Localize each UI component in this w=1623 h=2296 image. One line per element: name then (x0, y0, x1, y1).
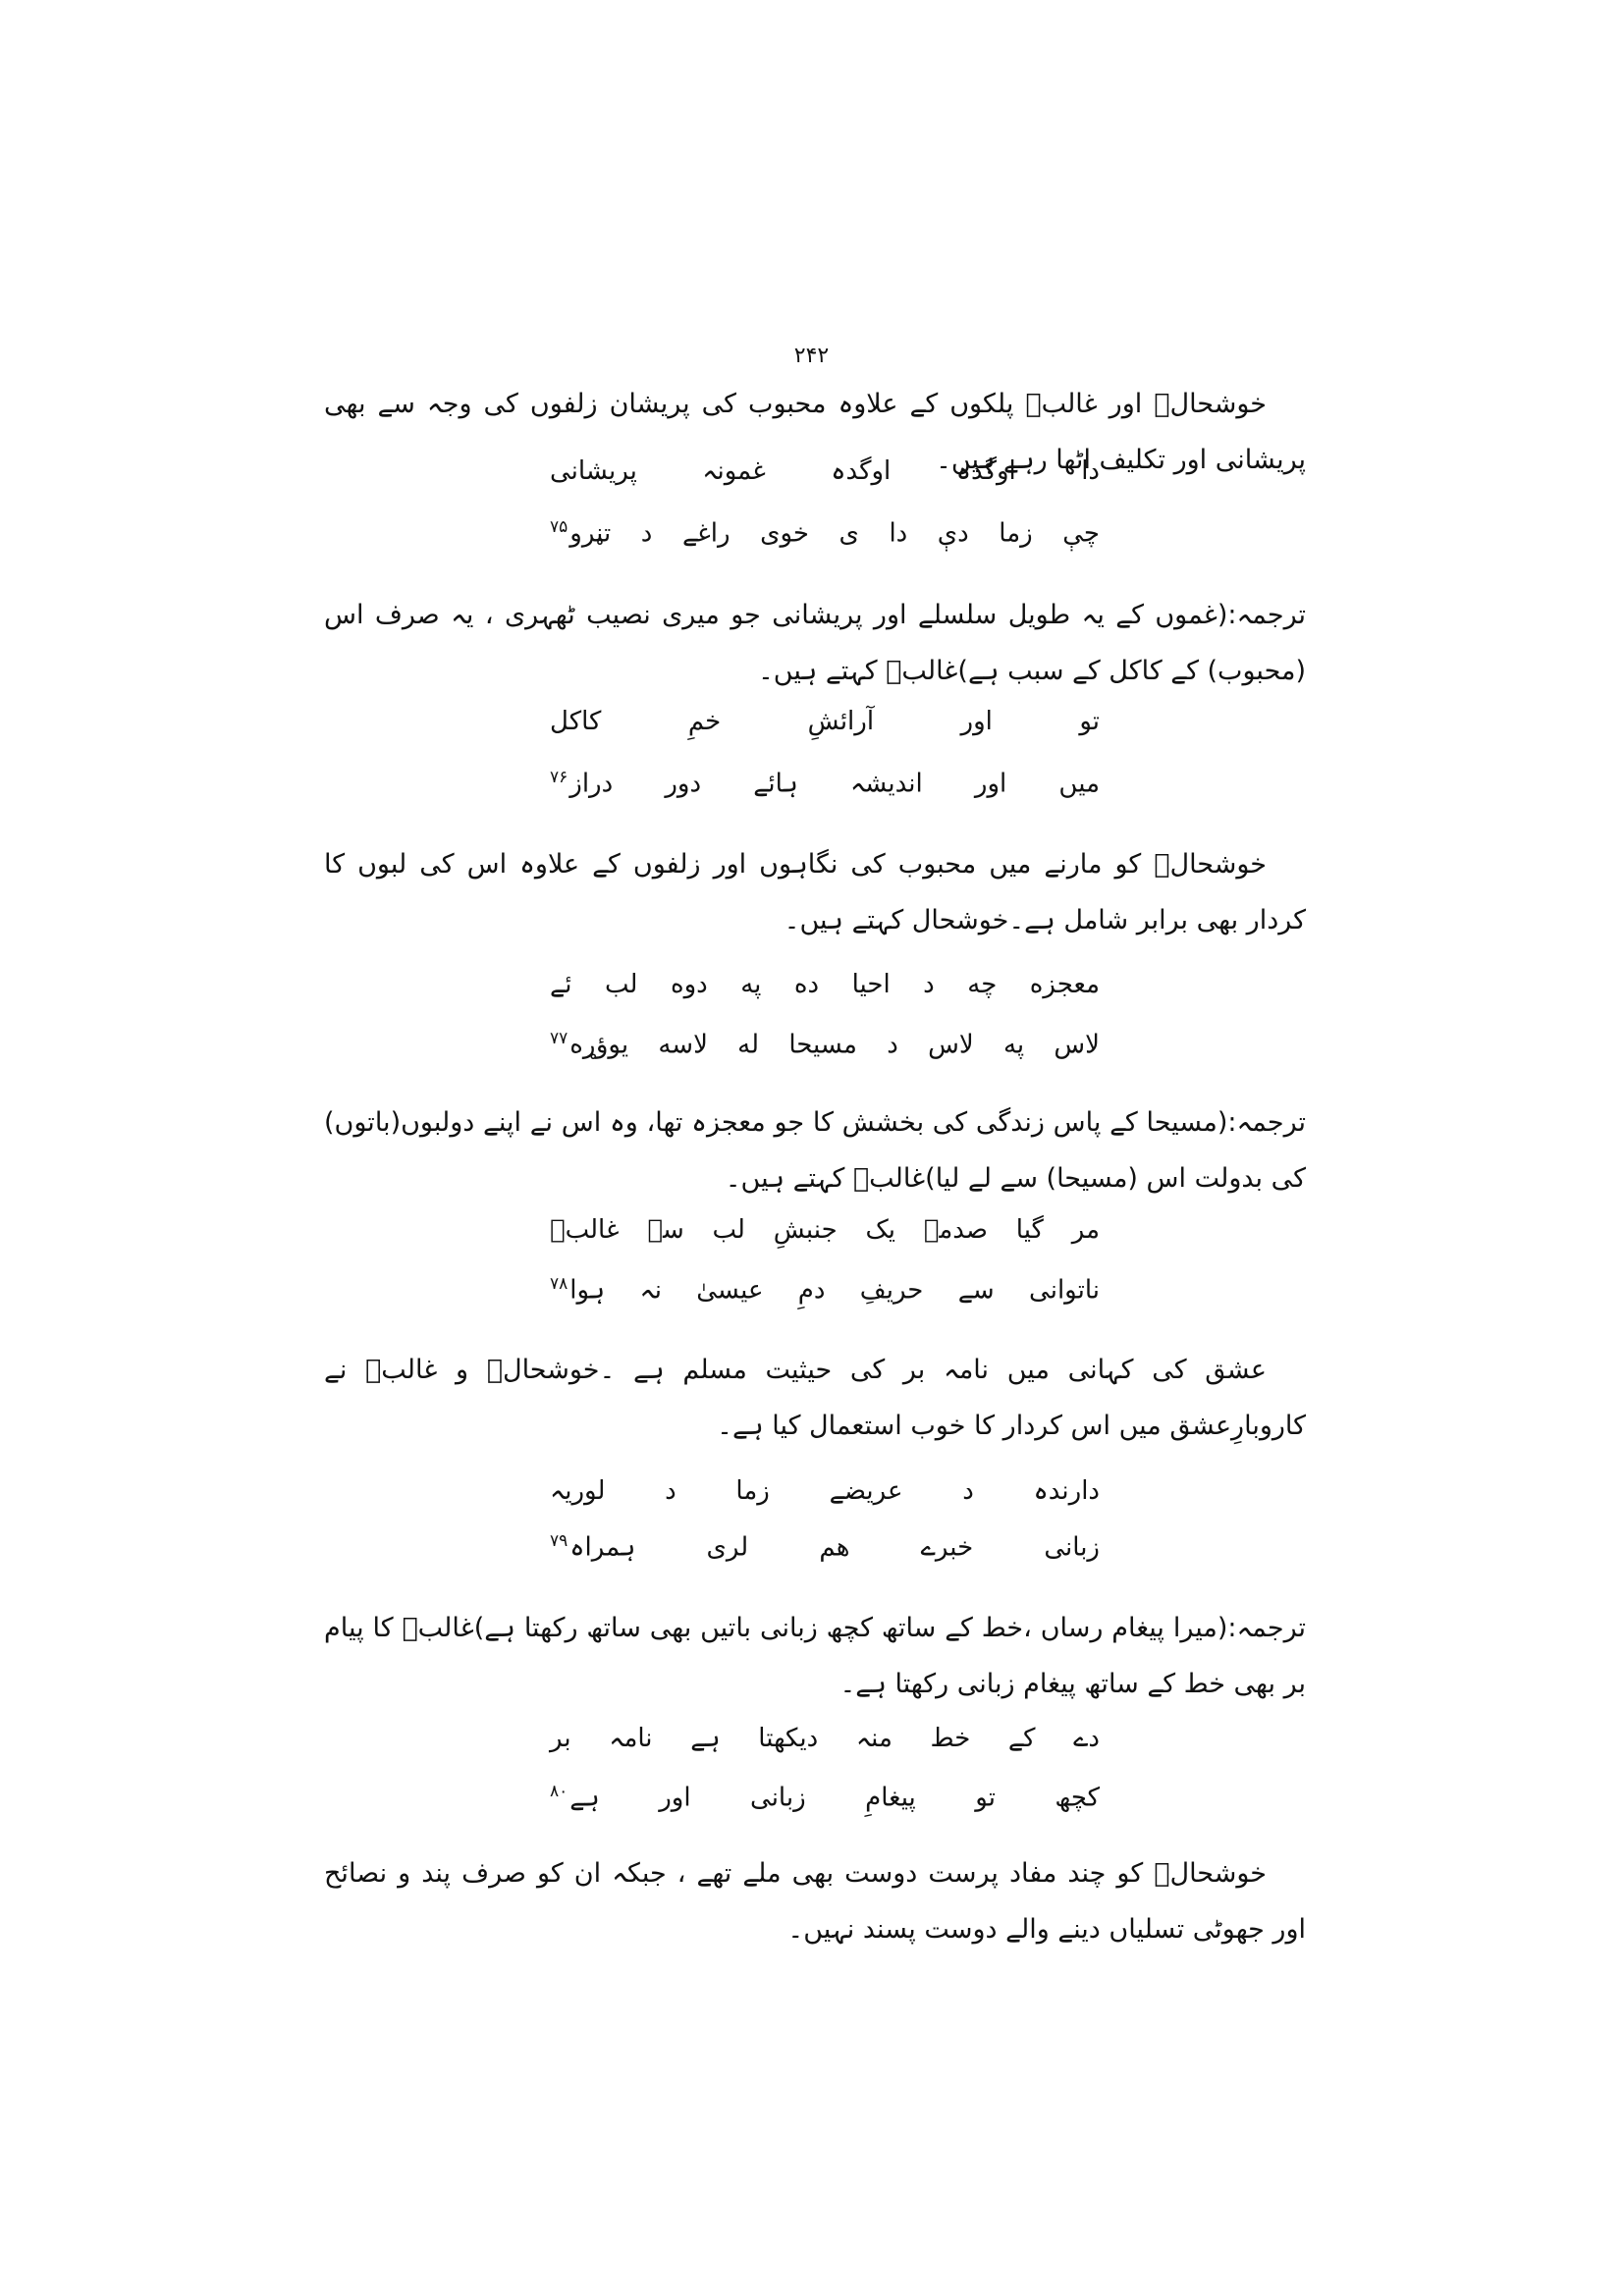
paragraph-3: خوشحالؔ کو مارنے میں محبوب کی نگاہوں اور زلفوں کے علاوہ اس کی لبوں کا کردار بھی برابر شامل ہے۔خوشحال کہتے ہیں۔ (324, 849, 1306, 935)
verse-1-line-2-text: چې زما دې دا ی خوی راغے د تڼرو (569, 518, 1100, 549)
footnote-76: ۷۶ (550, 768, 568, 787)
paragraph-1: خوشحالؔ اور غالبؔ پلکوں کے علاوہ محبوب کی پریشان زلفوں کی وجہ سے بھی پریشانی اور تکلیف اٹھا رہے ہیں۔ (324, 389, 1306, 475)
verse-1-line-1: دا اوگدہ اوگدہ غمونہ پریشانی (550, 456, 1100, 486)
paragraph-5: عشق کی کہانی میں نامہ بر کی حیثیت مسلم ہے ۔خوشحالؔ و غالبؔ نے کاروبارِعشق میں اس کردار کا خوب استعمال کیا ہے۔ (324, 1355, 1306, 1441)
paragraph-7: خوشحالؔ کو چند مفاد پرست دوست بھی ملے تھے ، جبکہ ان کو صرف پند و نصائح اور جھوٹی تسلیاں دینے والے دوست پسند نہیں۔ (324, 1858, 1306, 1945)
verse-4-line-2 (550, 1274, 1100, 1306)
verse-4-line-1: مر گیا صدمۂ یک جنبشِ لب سے غالبؔ (550, 1215, 1100, 1245)
paragraph-4: ترجمہ:(مسیحا کے پاس زندگی کی بخشش کا جو معجزہ تھا، وہ اس نے اپنے دولبوں(باتوں) کی بدولت اس (مسیحا) سے لے لیا)غالبؔ کہتے ہیں۔ (324, 1107, 1306, 1194)
footnote-80: ۸۰ (550, 1782, 568, 1801)
verse-3-line-1: معجزه چه د احیا ده په دوه لب ئے (550, 970, 1100, 999)
page-number: ۲۴۲ (793, 344, 830, 368)
verse-4-line-2-text: ناتوانی سے حریفِ دمِ عیسیٰ نہ ہوا (569, 1275, 1100, 1306)
verse-6-line-1: دے کے خط منہ دیکھتا ہے نامہ بر (550, 1724, 1100, 1753)
verse-5-line-2-text: زبانی خبرے ھم لری ہمراہ (569, 1532, 1100, 1563)
footnote-79: ۷۹ (550, 1531, 568, 1551)
verse-2-line-1: تو اور آرائشِ خمِ کاکل (550, 707, 1100, 736)
verse-2-line-2 (550, 768, 1100, 799)
verse-6-line-2 (550, 1782, 1100, 1813)
verse-3-line-2-text: لاس په لاس د مسیحا له لاسه یوؤړه (569, 1030, 1100, 1060)
paragraph-6: ترجمہ:(میرا پیغام رساں ،خط کے ساتھ کچھ زبانی باتیں بھی ساتھ رکھتا ہے)غالبؔ کا پیام بر بھی خط کے ساتھ پیغام زبانی رکھتا ہے۔ (324, 1613, 1306, 1699)
footnote-75: ۷۵ (550, 517, 568, 537)
footnote-78: ۷۸ (550, 1274, 568, 1294)
verse-6-line-2-text: کچھ تو پیغامِ زبانی اور ہے (569, 1783, 1100, 1813)
paragraph-2: ترجمہ:(غموں کے یہ طویل سلسلے اور پریشانی جو میری نصیب ٹھہری ، یہ صرف اس (محبوب) کے کاکل کے سبب ہے)غالبؔ کہتے ہیں۔ (324, 600, 1306, 686)
verse-1-line-2 (550, 517, 1100, 549)
verse-2-line-2-text: میں اور اندیشہ ہائے دور دراز (569, 769, 1100, 799)
verse-5-line-2 (550, 1531, 1100, 1563)
verse-3-line-2 (550, 1029, 1100, 1060)
verse-5-line-1: دارندہ د عریضے زما د لوریہ (550, 1476, 1100, 1506)
footnote-77: ۷۷ (550, 1029, 568, 1048)
